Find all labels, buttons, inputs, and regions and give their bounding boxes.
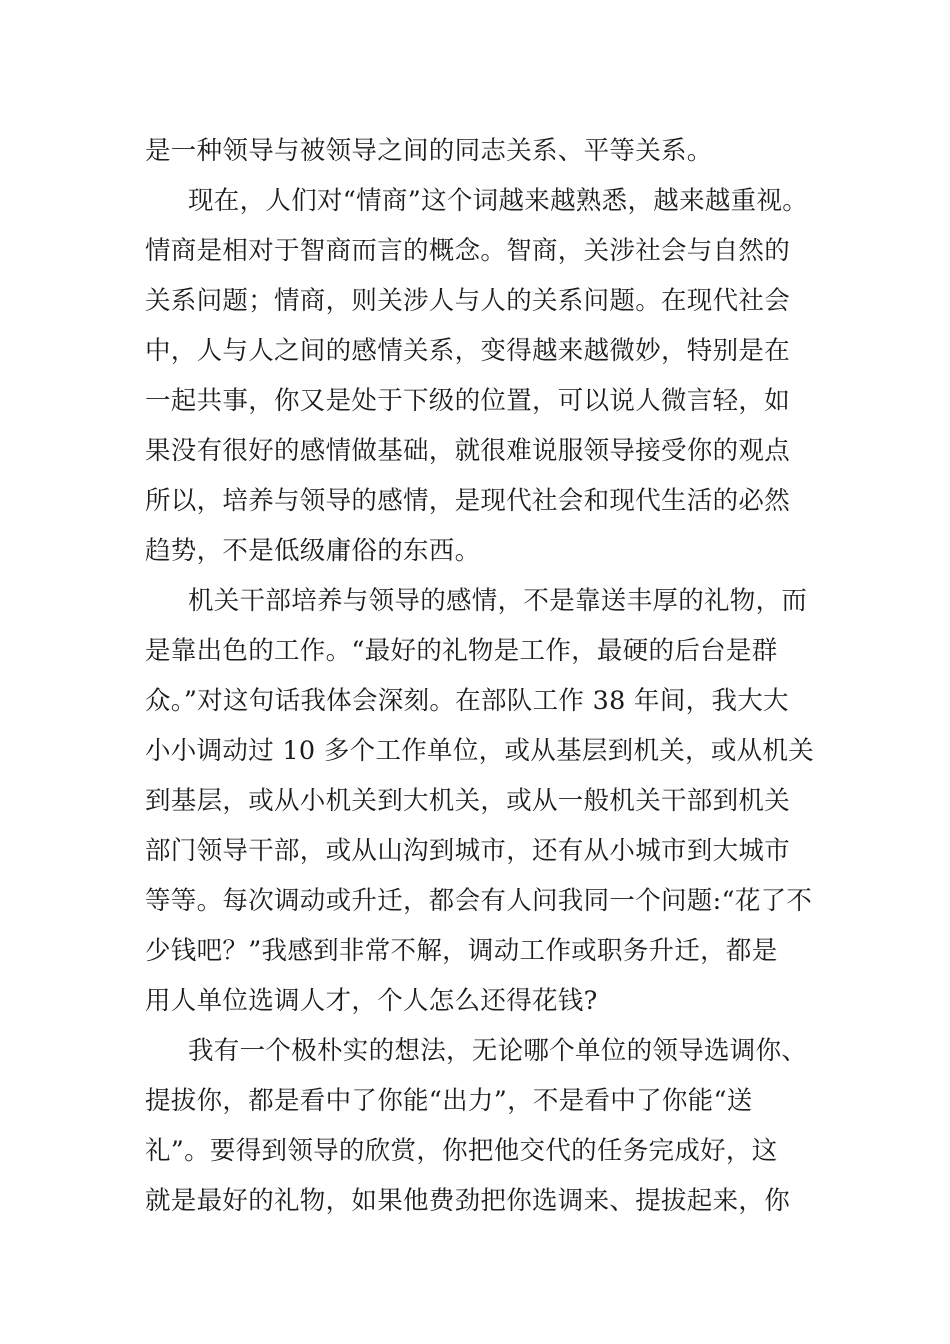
text-line: 到基层，或从小机关到大机关，或从一般机关干部到机关 xyxy=(145,786,791,816)
text-line: 众。”对这句话我体会深刻。在部队工作 38 年间，我大大 xyxy=(145,686,789,716)
text-line: 是靠出色的工作。“最好的礼物是工作，最硬的后台是群 xyxy=(145,636,778,666)
text-line: 用人单位选调人才，个人怎么还得花钱? xyxy=(145,986,598,1016)
text-line: 果没有很好的感情做基础，就很难说服领导接受你的观点 xyxy=(145,436,791,466)
paragraph-start-line: 机关干部培养与领导的感情，不是靠送丰厚的礼物，而 xyxy=(188,586,808,616)
paragraph-start-line: 现在，人们对“情商”这个词越来越熟悉，越来越重视。 xyxy=(188,186,809,216)
text-line: 所以，培养与领导的感情，是现代社会和现代生活的必然 xyxy=(145,486,791,516)
text-line: 一起共事，你又是处于下级的位置，可以说人微言轻，如 xyxy=(145,386,791,416)
text-line: 少钱吧？”我感到非常不解，调动工作或职务升迁，都是 xyxy=(145,936,778,966)
text-line: 提拔你，都是看中了你能“出力”，不是看中了你能“送 xyxy=(145,1086,753,1116)
paragraph-start-line: 我有一个极朴实的想法，无论哪个单位的领导选调你、 xyxy=(188,1036,808,1066)
text-line: 趋势，不是低级庸俗的东西。 xyxy=(145,536,481,566)
text-line: 礼”。要得到领导的欣赏，你把他交代的任务完成好，这 xyxy=(145,1136,778,1166)
text-line: 关系问题；情商，则关涉人与人的关系问题。在现代社会 xyxy=(145,286,791,316)
text-line: 中，人与人之间的感情关系，变得越来越微妙，特别是在 xyxy=(145,336,791,366)
text-line: 是一种领导与被领导之间的同志关系、平等关系。 xyxy=(145,136,713,166)
text-line: 等等。每次调动或升迁，都会有人问我同一个问题:“花了不 xyxy=(145,886,813,916)
text-line: 情商是相对于智商而言的概念。智商，关涉社会与自然的 xyxy=(145,236,791,266)
text-line: 部门领导干部，或从山沟到城市，还有从小城市到大城市 xyxy=(145,836,791,866)
text-line: 小小调动过 10 多个工作单位，或从基层到机关，或从机关 xyxy=(145,736,815,766)
text-line: 就是最好的礼物，如果他费劲把你选调来、提拔起来，你 xyxy=(145,1186,791,1216)
